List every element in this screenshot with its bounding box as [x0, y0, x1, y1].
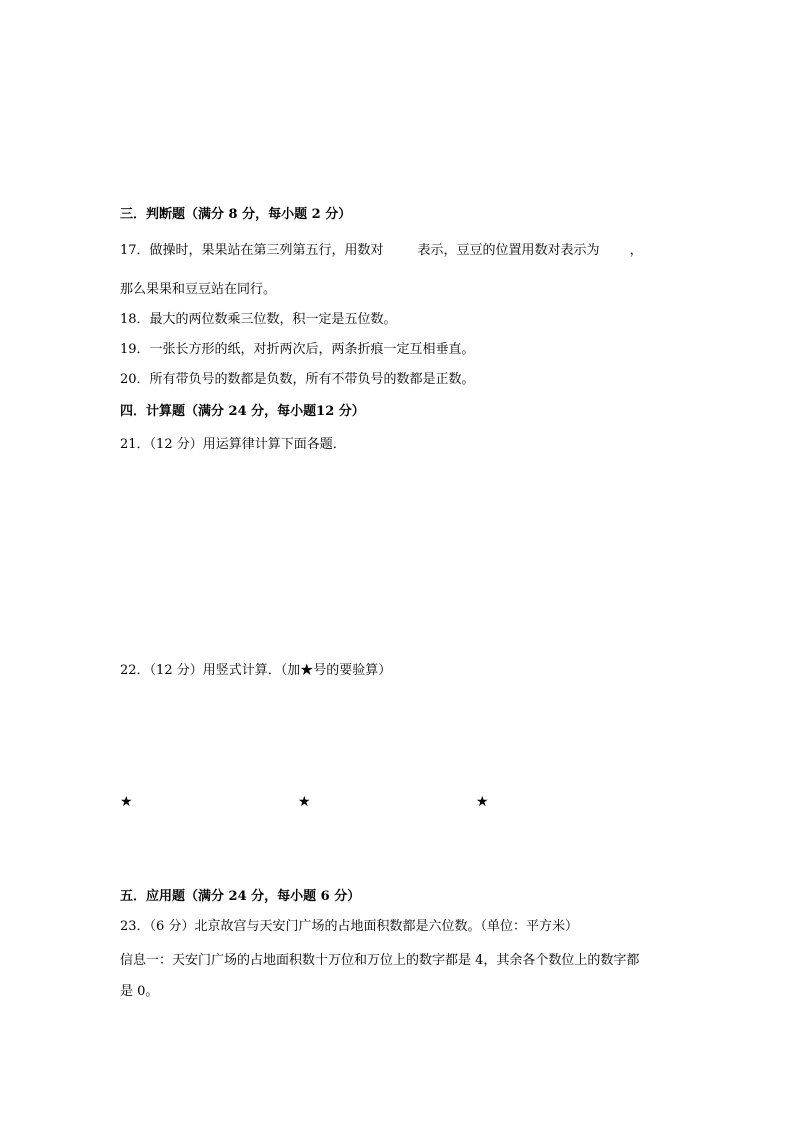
question-21: 21．（12 分）用运算律计算下面各题．	[120, 437, 346, 452]
star-icon: ★	[298, 794, 311, 810]
question-17-line-2: 那么果果和豆豆站在同行。	[120, 282, 277, 297]
section-5-heading: 五．应用题（满分 24 分，每小题 6 分）	[120, 889, 361, 904]
question-20: 20．所有带负号的数都是负数，所有不带负号的数都是正数。	[120, 372, 475, 387]
question-19: 19．一张长方形的纸，对折两次后，两条折痕一定互相垂直。	[120, 342, 475, 357]
question-23: 23．（6 分）北京故宫与天安门广场的占地面积数都是六位数。（单位：平方米）	[120, 919, 578, 934]
star-icon: ★	[476, 794, 489, 810]
info-1-line-2: 是 0。	[120, 984, 159, 999]
question-22: 22．（12 分）用竖式计算．（加★号的要验算）	[120, 663, 392, 678]
question-17-part-2: 表示，豆豆的位置用数对表示为	[417, 243, 600, 258]
section-4-heading: 四．计算题（满分 24 分，每小题12 分）	[120, 404, 365, 419]
question-17-part-3: ，	[629, 243, 643, 258]
section-3-heading: 三．判断题（满分 8 分，每小题 2 分）	[120, 207, 352, 222]
star-icon: ★	[120, 794, 133, 810]
question-17-part-1: 17．做操时，果果站在第三列第五行，用数对	[120, 243, 384, 258]
question-18: 18．最大的两位数乘三位数，积一定是五位数。	[120, 312, 397, 327]
info-1-line-1: 信息一：天安门广场的占地面积数十万位和万位上的数字都是 4，其余各个数位上的数字都	[120, 953, 640, 968]
question-17-line-1	[120, 242, 643, 260]
